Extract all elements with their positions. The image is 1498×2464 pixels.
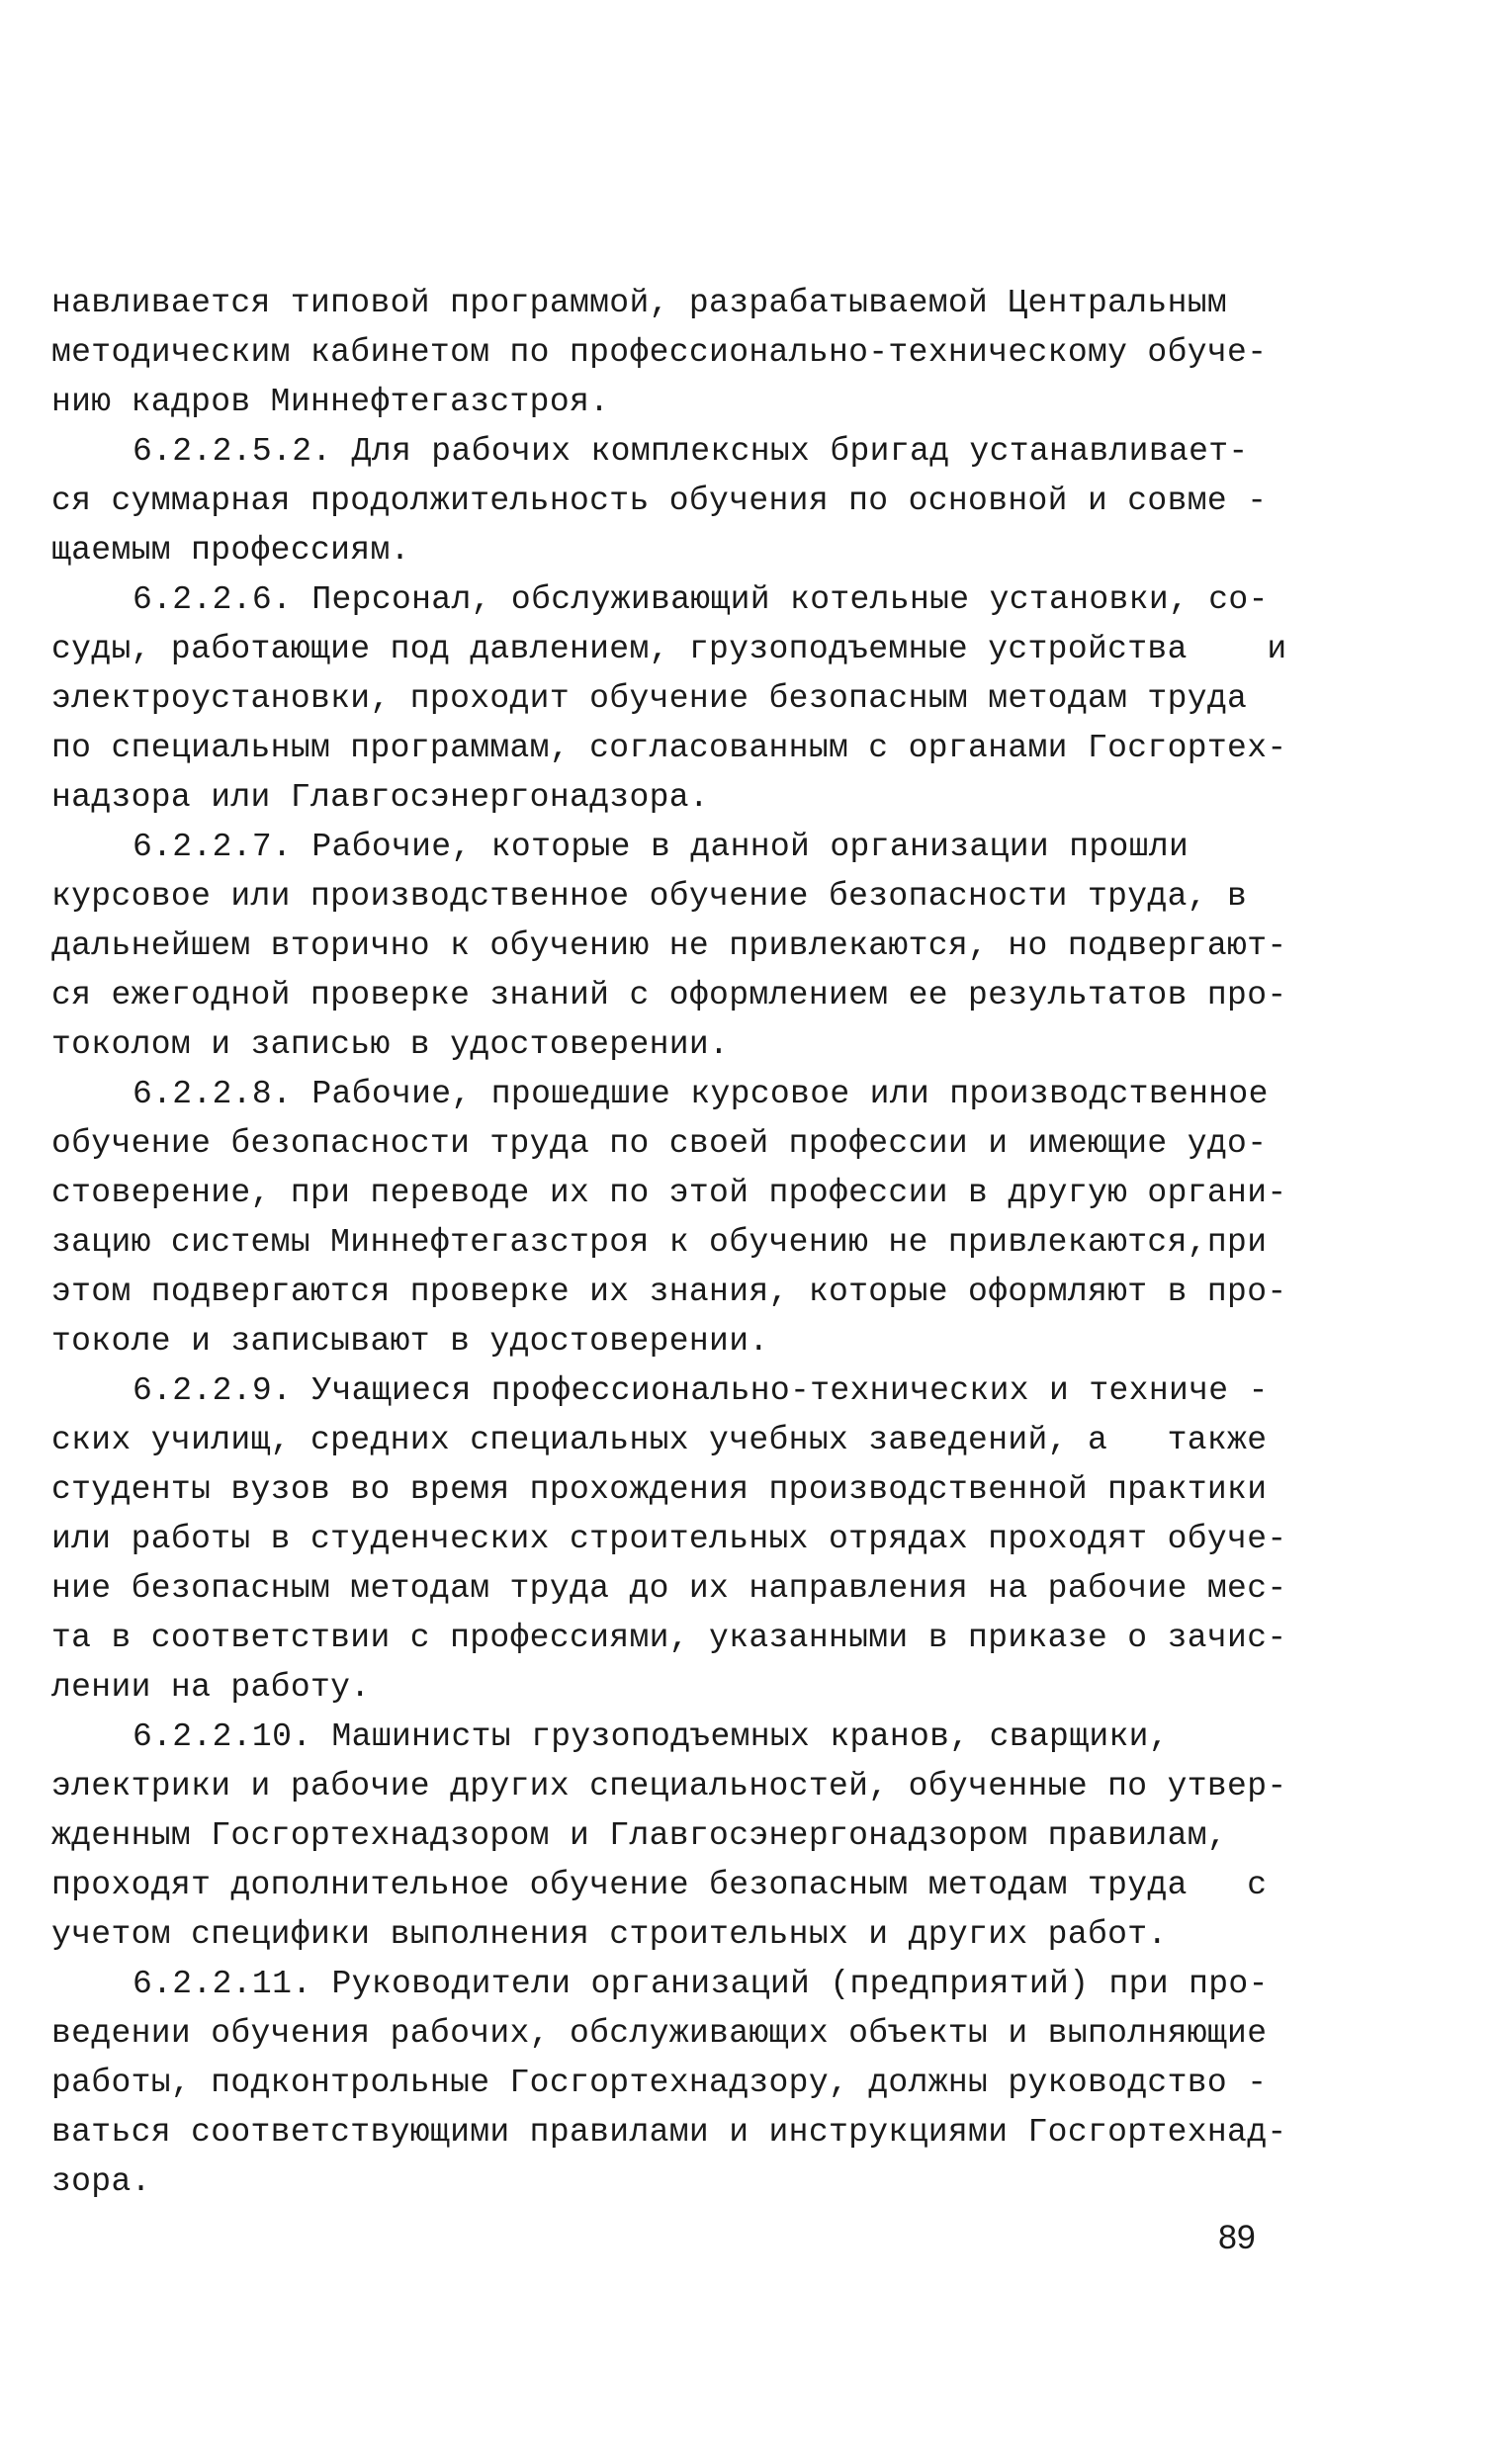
text-line: электрики и рабочие других специальностей, обученные по утвер-	[51, 1768, 1287, 1804]
text-line: стоверение, при переводе их по этой профессии в другую органи-	[51, 1175, 1287, 1211]
text-line: суды, работающие под давлением, грузоподъемные устройства и	[51, 631, 1287, 667]
text-line: дальнейшем вторично к обучению не привлекаются, но подвергают-	[51, 927, 1287, 964]
text-line: учетом специфики выполнения строительных и других работ.	[51, 1916, 1168, 1953]
text-line: ведении обучения рабочих, обслуживающих объекты и выполняющие	[51, 2015, 1268, 2052]
text-line: ваться соответствующими правилами и инструкциями Госгортехнад-	[51, 2114, 1287, 2151]
text-line: зацию системы Миннефтегазстроя к обучению не привлекаются,при	[51, 1224, 1268, 1261]
text-line: по специальным программам, согласованным с органами Госгортех-	[51, 730, 1287, 766]
text-line: ние безопасным методам труда до их направления на рабочие мес-	[51, 1570, 1287, 1607]
text-line: этом подвергаются проверке их знания, которые оформляют в про-	[51, 1274, 1287, 1310]
text-line: методическим кабинетом по профессионально-техническому обуче-	[51, 334, 1268, 371]
text-line: 6.2.2.5.2. Для рабочих комплексных бригад устанавливает-	[132, 433, 1249, 470]
text-line: жденным Госгортехнадзором и Главгосэнергонадзором правилам,	[51, 1817, 1228, 1854]
page-number: 89	[1218, 2219, 1256, 2256]
text-line: работы, подконтрольные Госгортехнадзору, должны руководство -	[51, 2065, 1268, 2101]
text-line: 6.2.2.7. Рабочие, которые в данной организации прошли	[132, 829, 1190, 865]
text-line: 6.2.2.10. Машинисты грузоподъемных кранов, сварщики,	[132, 1718, 1169, 1755]
text-line: электроустановки, проходит обучение безопасным методам труда	[51, 680, 1248, 717]
text-line: зора.	[51, 2163, 151, 2200]
text-line: та в соответствии с профессиями, указанными в приказе о зачис-	[51, 1620, 1287, 1656]
text-line: проходят дополнительное обучение безопасным методам труда с	[51, 1867, 1268, 1903]
text-line: надзора или Главгосэнергонадзора.	[51, 779, 710, 816]
body-text	[51, 279, 1305, 2207]
text-line: 6.2.2.6. Персонал, обслуживающий котельные установки, со-	[132, 581, 1269, 618]
text-line: студенты вузов во время прохождения производственной практики	[51, 1471, 1268, 1508]
text-line: токолом и записью в удостоверении.	[51, 1026, 730, 1063]
text-line: ских училищ, средних специальных учебных заведений, а также	[51, 1422, 1268, 1458]
text-line: ся ежегодной проверке знаний с оформлением ее результатов про-	[51, 977, 1287, 1013]
text-line: или работы в студенческих строительных отрядах проходят обуче-	[51, 1521, 1287, 1557]
text-line: лении на работу.	[51, 1669, 371, 1706]
text-line: 6.2.2.11. Руководители организаций (предприятий) при про-	[132, 1966, 1269, 2002]
text-line: 6.2.2.9. Учащиеся профессионально-технических и техниче -	[132, 1372, 1269, 1409]
text-line: навливается типовой программой, разрабатываемой Центральным	[51, 285, 1228, 321]
text-line: нию кадров Миннефтегазстроя.	[51, 384, 610, 420]
text-line: ся суммарная продолжительность обучения по основной и совме -	[51, 483, 1268, 519]
text-line: 6.2.2.8. Рабочие, прошедшие курсовое или производственное	[132, 1076, 1269, 1112]
text-line: курсовое или производственное обучение безопасности труда, в	[51, 878, 1248, 915]
text-line: щаемым профессиям.	[51, 532, 410, 569]
text-line: токоле и записывают в удостоверении.	[51, 1323, 769, 1360]
text-line: обучение безопасности труда по своей профессии и имеющие удо-	[51, 1125, 1268, 1162]
